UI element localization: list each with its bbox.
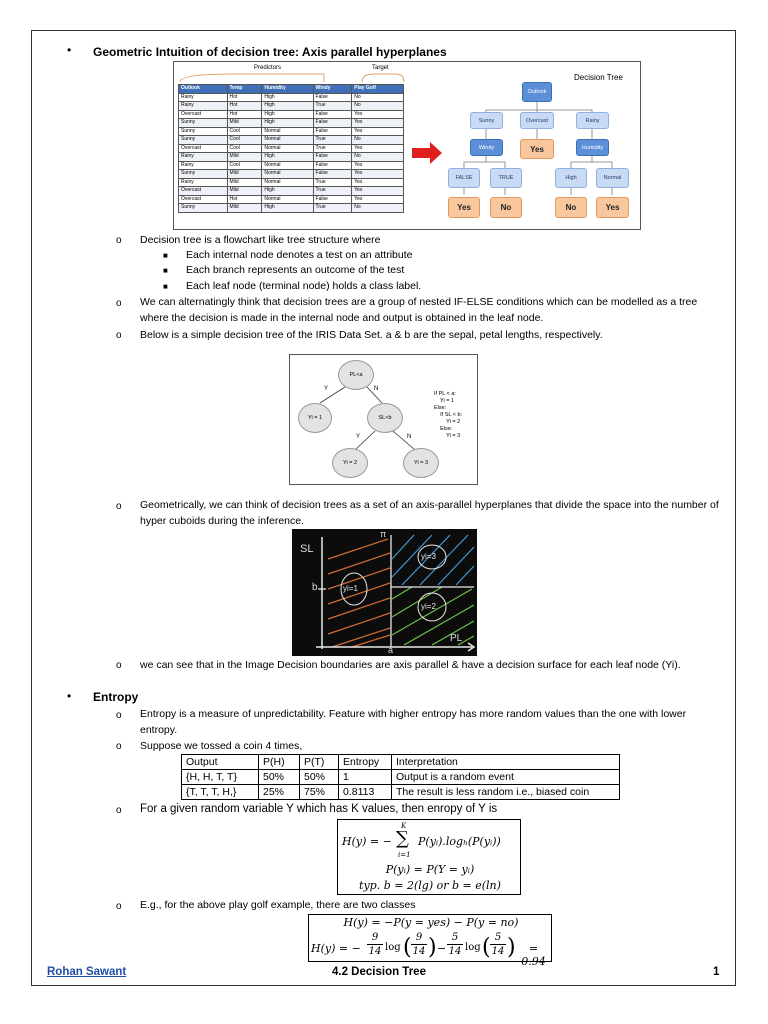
coin-cell: Output is a random event [392,770,620,785]
golf-cell: Hot [227,102,262,111]
golf-cell: Overcast [179,144,228,153]
golf-cell: Normal [262,195,313,204]
golf-cell: Yes [352,187,404,196]
golf-cell: High [262,110,313,119]
coin-header-cell: Interpretation [392,755,620,770]
paren-close: ) [507,935,516,960]
sketch-label-pi: π [380,529,387,539]
golf-cell: True [313,102,352,111]
golf-cell: True [313,178,352,187]
iris-leaf-3: Yi = 3 [403,448,439,478]
sum-symbol: ∑ [396,828,409,849]
golf-cell: Mild [227,187,262,196]
golf-cell: Sunny [179,204,228,213]
code-line: Yi = 2 [434,419,461,425]
golf-cell: Rainy [179,93,228,102]
table-row [179,119,404,128]
paren-close: ) [428,935,437,960]
golf-cell: Overcast [179,187,228,196]
circle-bullet: o [116,710,122,721]
node-true: TRUE [490,168,522,188]
golf-cell: False [313,153,352,162]
sum-lower: i=1 [398,851,411,859]
golf-cell: Yes [352,170,404,179]
coin-header-cell: Output [182,755,259,770]
circle-bullet: o [116,901,122,912]
coin-table-header [182,755,620,770]
paren-open: ( [482,935,491,960]
dt-iris: Below is a simple decision tree of the IRIS Data Set. a & b are the sepal, petal lengths, respectively. [140,329,603,341]
golf-cell: Yes [352,119,404,128]
geo-after: we can see that in the Image Decision boundaries are axis parallel & have a decision surface for each leaf node (Yi). [140,659,681,671]
random-var-text: For a given random variable Y which has K values, then enropy of Y is [140,803,498,815]
frac-den: 14 [491,946,505,957]
golf-col-header: Temp [227,85,262,94]
golf-cell: Cool [227,161,262,170]
frac-bar [447,944,463,945]
entropy-formula [337,819,521,895]
golf-cell: Overcast [179,195,228,204]
golf-cell: Normal [262,127,313,136]
frac-num: 5 [451,932,459,943]
frac-num: 9 [415,932,423,943]
golf-cell: Yes [352,144,404,153]
entropy-def: Entropy is a measure of unpredictability. Feature with higher entropy has more random values than the one with lower entropy. [140,708,687,736]
table-row [179,170,404,179]
iris-edge-n2: N [407,434,412,440]
sketch-axis-sl: SL [300,543,314,555]
golf-cell: High [262,204,313,213]
golf-cell: Rainy [179,161,228,170]
result-value: = 0.94 [521,942,546,968]
table-row [179,178,404,187]
golf-cell: Rainy [179,153,228,162]
golf-cell: Sunny [179,136,228,145]
golf-figure [173,61,641,230]
golf-cell: Yes [352,195,404,204]
sketch-axis-pl: PL [450,633,463,644]
node-humidity: Humidity [576,139,609,156]
golf-cell: No [352,153,404,162]
golf-cell: False [313,170,352,179]
golf-cell: Sunny [179,119,228,128]
bullet-dot: • [67,689,72,703]
golf-cell: Mild [227,153,262,162]
formula2-lhs: H(y) = − [311,942,361,955]
golf-cell: True [313,144,352,153]
golf-cell: False [313,161,352,170]
hyperplane-sketch [292,529,477,656]
table-row [179,195,404,204]
node-sunny: Sunny [470,112,503,129]
golf-col-header: Play Golf [352,85,404,94]
sketch-label-y3: yi=3 [421,552,436,561]
golf-cell: Normal [262,170,313,179]
golf-cell: Normal [262,161,313,170]
entropy-heading: Entropy [93,690,139,704]
coin-table [181,754,620,800]
iris-root-node: PL<a [338,360,374,390]
sum-upper: K [401,822,407,830]
circle-bullet: o [116,741,122,752]
footer-title: 4.2 Decision Tree [332,966,426,978]
frac-den: 14 [412,946,426,957]
formula-line3: typ. b = 2(lg) or b = e(ln) [359,879,501,892]
leaf-no: No [490,197,522,218]
square-bullet: ■ [163,266,168,275]
golf-entropy-formula [308,914,552,968]
golf-cell: Cool [227,136,262,145]
table-row [179,204,404,213]
golf-cell: Normal [262,144,313,153]
frac-den: 14 [368,946,382,957]
dt-sub-3: Each leaf node (terminal node) holds a class label. [186,280,422,292]
log-text: log [385,942,401,953]
frac-den: 14 [448,946,462,957]
iris-edge-y2: Y [356,434,361,440]
coin-cell: 50% [300,770,339,785]
golf-cell: Hot [227,93,262,102]
iris-sl-node: SL<b [367,403,403,433]
frac-bar [367,944,383,945]
coin-intro: Suppose we tossed a coin 4 times, [140,740,303,752]
golf-cell: Overcast [179,110,228,119]
golf-cell: High [262,119,313,128]
golf-cell: No [352,136,404,145]
table-row [179,161,404,170]
circle-bullet: o [116,298,122,309]
node-normal: Normal [596,168,629,188]
table-row [179,127,404,136]
golf-cell: High [262,102,313,111]
leaf-overcast-yes: Yes [520,139,554,159]
coin-header-cell: P(T) [300,755,339,770]
table-row [179,187,404,196]
dt-intro: Decision tree is a flowchart like tree structure where [140,234,381,246]
code-line: Yi = 1 [434,398,455,404]
node-rainy: Rainy [576,112,609,129]
frac-bar [490,944,506,945]
golf-cell: Hot [227,195,262,204]
paren-open: ( [403,935,412,960]
formula-line2: P(yᵢ) = P(Y = yᵢ) [385,863,475,876]
golf-cell: Mild [227,170,262,179]
coin-cell: {T, T, T, H,} [182,785,259,800]
code-line: Yi = 3 [434,433,461,439]
coin-cell: 50% [259,770,300,785]
sketch-label-y2: yi=2 [421,602,436,611]
sketch-label-a: a [388,645,394,655]
formula2-line1: H(y) = −P(y = yes) − P(y = no) [343,916,519,929]
log-text: log [465,942,481,953]
circle-bullet: o [116,805,122,816]
sketch-label-y1: yi=1 [343,584,358,593]
golf-cell: Hot [227,110,262,119]
table-row [179,144,404,153]
node-high: High [555,168,587,188]
code-line: If SL < b: [434,412,463,418]
example-intro: E.g., for the above play golf example, there are two classes [140,899,416,911]
golf-cell: Sunny [179,170,228,179]
golf-cell: True [313,187,352,196]
golf-table [178,84,404,213]
golf-cell: Mild [227,204,262,213]
predictors-label: Predictors [254,65,282,71]
golf-cell: False [313,127,352,136]
footer-author-link[interactable]: Rohan Sawant [47,966,127,978]
golf-col-header: Windy [313,85,352,94]
coin-cell: 75% [300,785,339,800]
golf-cell: Normal [262,136,313,145]
node-outlook: Outlook [522,82,552,102]
coin-cell: 1 [339,770,392,785]
golf-cell: Yes [352,127,404,136]
circle-bullet: o [116,501,122,512]
page-number: 1 [713,966,720,978]
code-line: Else: [434,426,453,432]
coin-header-cell: Entropy [339,755,392,770]
golf-cell: High [262,153,313,162]
table-row [179,93,404,102]
minus-sign: − [437,942,447,955]
leaf-yes: Yes [448,197,480,218]
coin-header-cell: P(H) [259,755,300,770]
golf-cell: True [313,136,352,145]
golf-cell: Mild [227,178,262,187]
table-row [179,153,404,162]
red-arrow [412,142,442,164]
iris-leaf-2: Yi = 2 [332,448,368,478]
node-false: FALSE [448,168,480,188]
square-bullet: ■ [163,251,168,260]
frac-num: 5 [494,932,502,943]
golf-cell: No [352,102,404,111]
coin-cell: 0.8113 [339,785,392,800]
table-row [179,110,404,119]
code-line: If PL < a: [434,391,456,397]
coin-cell: The result is less random i.e., biased coin [392,785,620,800]
table-row [179,136,404,145]
bullet-dot: • [67,43,72,57]
formula-lhs: H(y) = − [342,835,392,848]
golf-cell: False [313,110,352,119]
golf-cell: False [313,195,352,204]
coin-cell: 25% [259,785,300,800]
golf-cell: No [352,204,404,213]
dt-sub-1: Each internal node denotes a test on an attribute [186,249,413,261]
section-heading: Geometric Intuition of decision tree: Axis parallel hyperplanes [93,45,447,59]
leaf-no: No [555,197,587,218]
golf-cell: High [262,187,313,196]
golf-col-header: Humidity [262,85,313,94]
table-row [182,770,620,785]
frac-bar [411,944,427,945]
node-windy: Windy [470,139,503,156]
sketch-label-b: b [312,582,318,593]
golf-cell: High [262,93,313,102]
golf-cell: Cool [227,127,262,136]
circle-bullet: o [116,235,122,246]
golf-cell: Yes [352,110,404,119]
iris-edge-n: N [374,386,379,392]
formula-rhs: P(yᵢ).logₕ(P(yᵢ)) [418,835,501,848]
golf-cell: Sunny [179,127,228,136]
target-label: Target [372,65,389,71]
iris-leaf-1: Yi = 1 [298,403,332,433]
tree-title: Decision Tree [574,73,623,82]
iris-tree-figure [289,354,478,485]
dt-nested: We can alternatingly think that decision trees are a group of nested IF-ELSE conditions which can be modelled as a tree where the decision is made in the internal node and output is obtained in the leaf node. [140,296,698,324]
golf-cell: True [313,204,352,213]
node-overcast: Overcast [520,112,554,129]
leaf-yes: Yes [596,197,629,218]
golf-cell: Mild [227,119,262,128]
golf-cell: Normal [262,178,313,187]
golf-cell: False [313,119,352,128]
circle-bullet: o [116,660,122,671]
golf-cell: No [352,93,404,102]
iris-pseudocode [434,391,462,440]
frac-num: 9 [371,932,379,943]
coin-cell: {H, H, T, T} [182,770,259,785]
golf-cell: Rainy [179,102,228,111]
geo-text: Geometrically, we can think of decision trees as a set of an axis-parallel hyperplanes that divide the space into the number of hyper cuboids during the inference. [140,499,719,527]
golf-cell: Cool [227,144,262,153]
golf-col-header: Outlook [179,85,228,94]
square-bullet: ■ [163,282,168,291]
table-row [179,102,404,111]
golf-cell: Yes [352,161,404,170]
golf-cell: False [313,93,352,102]
golf-cell: Rainy [179,178,228,187]
code-line: Else: [434,405,447,411]
golf-table-body [179,93,404,212]
dt-sub-2: Each branch represents an outcome of the test [186,264,405,276]
golf-cell: Yes [352,178,404,187]
iris-edge-y: Y [324,386,329,392]
circle-bullet: o [116,330,122,341]
table-row [182,785,620,800]
